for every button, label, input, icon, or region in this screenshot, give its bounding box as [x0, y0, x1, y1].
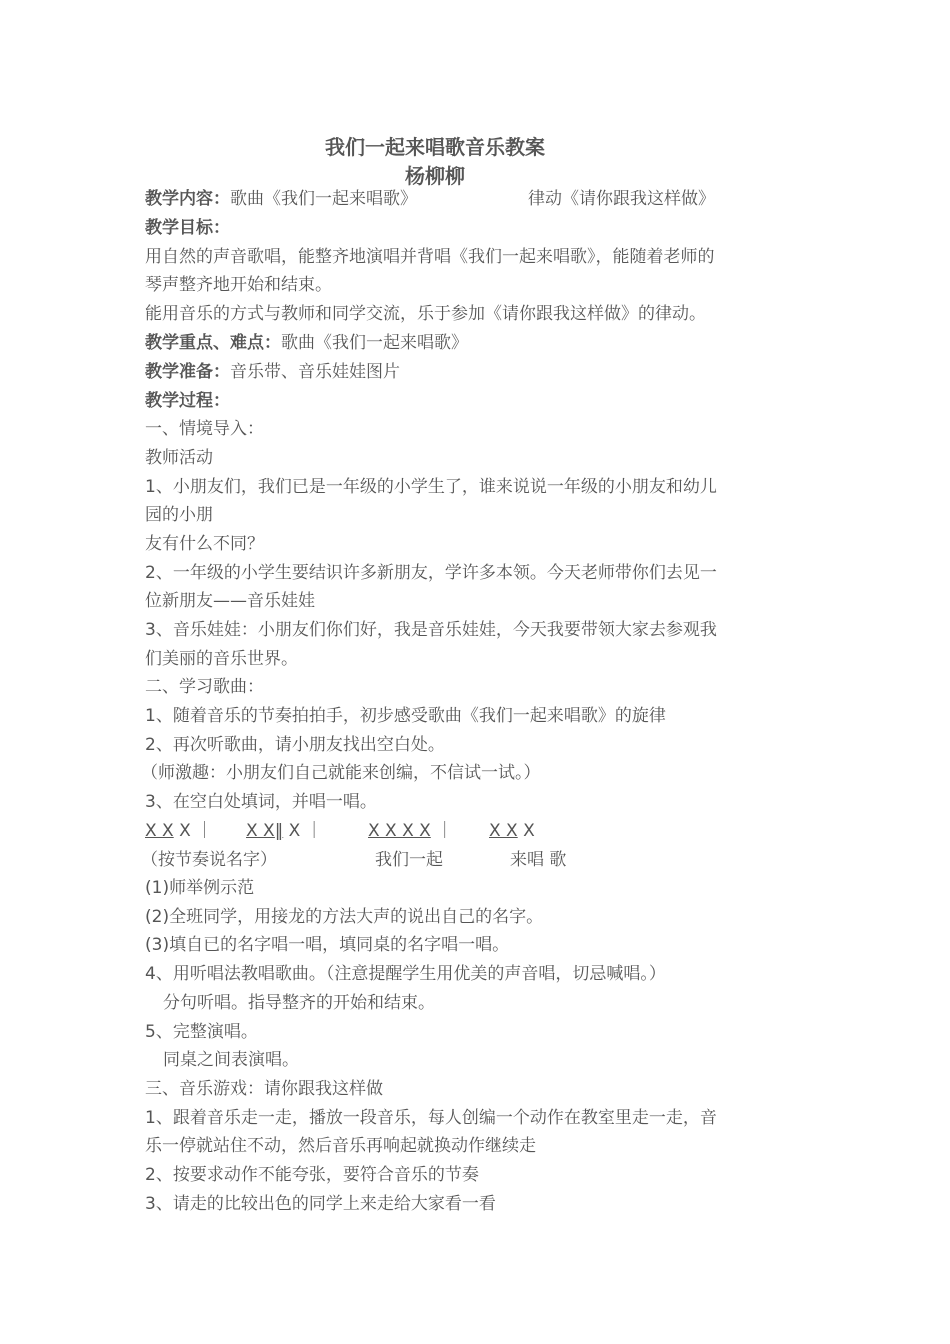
content-label: 教学内容：: [145, 189, 230, 209]
goals-label: 教学目标：: [145, 218, 230, 238]
content-line: [145, 188, 417, 210]
rhythm-group-3: [368, 820, 453, 842]
section1-title: 一、情境导入：: [145, 419, 264, 439]
goal1-line2: 琴声整齐地开始和结束。: [145, 275, 332, 295]
section1-item2-line1: 2、一年级的小学生要结识许多新朋友，学许多本领。今天老师带你们去见一: [145, 563, 717, 583]
section2-item3: 3、在空白处填词，并唱一唱。: [145, 792, 377, 812]
goal1-line1: 用自然的声音歌唱，能整齐地演唱并背唱《我们一起来唱歌》，能随着老师的: [145, 247, 715, 267]
document-title: 我们一起来唱歌音乐教案: [325, 135, 545, 159]
key-line: [145, 332, 468, 354]
sub-item-1: (1)师举例示范: [145, 878, 255, 898]
section3-item2: 2、按要求动作不能夸张，要符合音乐的节奏: [145, 1165, 479, 1185]
key-label: 教学重点、难点：: [145, 333, 281, 353]
section2-item2: 2、再次听歌曲，请小朋友找出空白处。: [145, 735, 445, 755]
rhythm-notes: X X: [145, 821, 174, 841]
section3-item3: 3、请走的比较出色的同学上来走给大家看一看: [145, 1194, 496, 1214]
rhythm-group-2: [246, 820, 323, 842]
section2-item5-sub: 同桌之间表演唱。: [163, 1050, 299, 1070]
section2-note: （师激趣：小朋友们自己就能来创编，不信试一试。）: [141, 763, 541, 783]
section3-title: 三、音乐游戏：请你跟我这样做: [145, 1079, 383, 1099]
rhythm-notes: X X: [246, 821, 275, 841]
document-author: 杨柳柳: [405, 164, 465, 188]
rhythm-bar: X ｜: [173, 821, 214, 841]
section2-item4-sub: 分句听唱。指导整齐的开始和结束。: [163, 993, 435, 1013]
key-value: 歌曲《我们一起来唱歌》: [281, 333, 468, 353]
rhythm-group-1: [145, 820, 213, 842]
section2-item1: 1、随着音乐的节奏拍拍手，初步感受歌曲《我们一起来唱歌》的旋律: [145, 706, 666, 726]
lyric-sing: 来唱 歌: [510, 850, 567, 870]
section3-item1-line1: 1、跟着音乐走一走，播放一段音乐，每人创编一个动作在教室里走一走，音: [145, 1108, 717, 1128]
section1-item1-line2: 园的小朋: [145, 505, 213, 525]
section2-item4: 4、用听唱法教唱歌曲。（注意提醒学生用优美的声音唱，切忌喊唱。）: [145, 964, 666, 984]
section1-item3-line1: 3、音乐娃娃：小朋友们你们好，我是音乐娃娃，今天我要带领大家去参观我: [145, 620, 717, 640]
lyric-together: 我们一起: [375, 850, 443, 870]
section1-item1-line1: 1、小朋友们，我们已是一年级的小学生了，谁来说说一年级的小朋友和幼儿: [145, 477, 717, 497]
rhythm-bar: X ｜: [283, 821, 323, 841]
sub-item-3: (3)填自已的名字唱一唱，填同桌的名字唱一唱。: [145, 935, 510, 955]
content-rhythm: 律动《请你跟我这样做》: [528, 189, 715, 209]
content-song: 歌曲《我们一起来唱歌》: [230, 189, 417, 209]
section1-item1-line3: 友有什么不同？: [145, 534, 264, 554]
section1-item2-line2: 位新朋友——音乐娃娃: [145, 591, 315, 611]
lyric-name: （按节奏说名字）: [141, 850, 277, 870]
process-label: 教学过程：: [145, 391, 230, 411]
rhythm-note: X: [517, 821, 535, 841]
section2-title: 二、学习歌曲：: [145, 677, 264, 697]
prep-label: 教学准备：: [145, 362, 230, 382]
section2-item5: 5、完整演唱。: [145, 1022, 258, 1042]
rhythm-repeat-sign: ‖: [274, 821, 284, 841]
sub-item-2: (2)全班同学，用接龙的方法大声的说出自己的名字。: [145, 907, 544, 927]
prep-line: [145, 361, 400, 383]
section1-teacher: 教师活动: [145, 448, 213, 468]
rhythm-group-4: [489, 820, 535, 842]
rhythm-notes: X X: [489, 821, 518, 841]
section3-item1-line2: 乐一停就站住不动，然后音乐再响起就换动作继续走: [145, 1136, 536, 1156]
goal2: 能用音乐的方式与教师和同学交流，乐于参加《请你跟我这样做》的律动。: [145, 304, 706, 324]
section1-item3-line2: 们美丽的音乐世界。: [145, 649, 298, 669]
rhythm-notes: X X X X: [368, 821, 431, 841]
rhythm-bar: ｜: [430, 821, 454, 841]
prep-value: 音乐带、音乐娃娃图片: [230, 362, 400, 382]
